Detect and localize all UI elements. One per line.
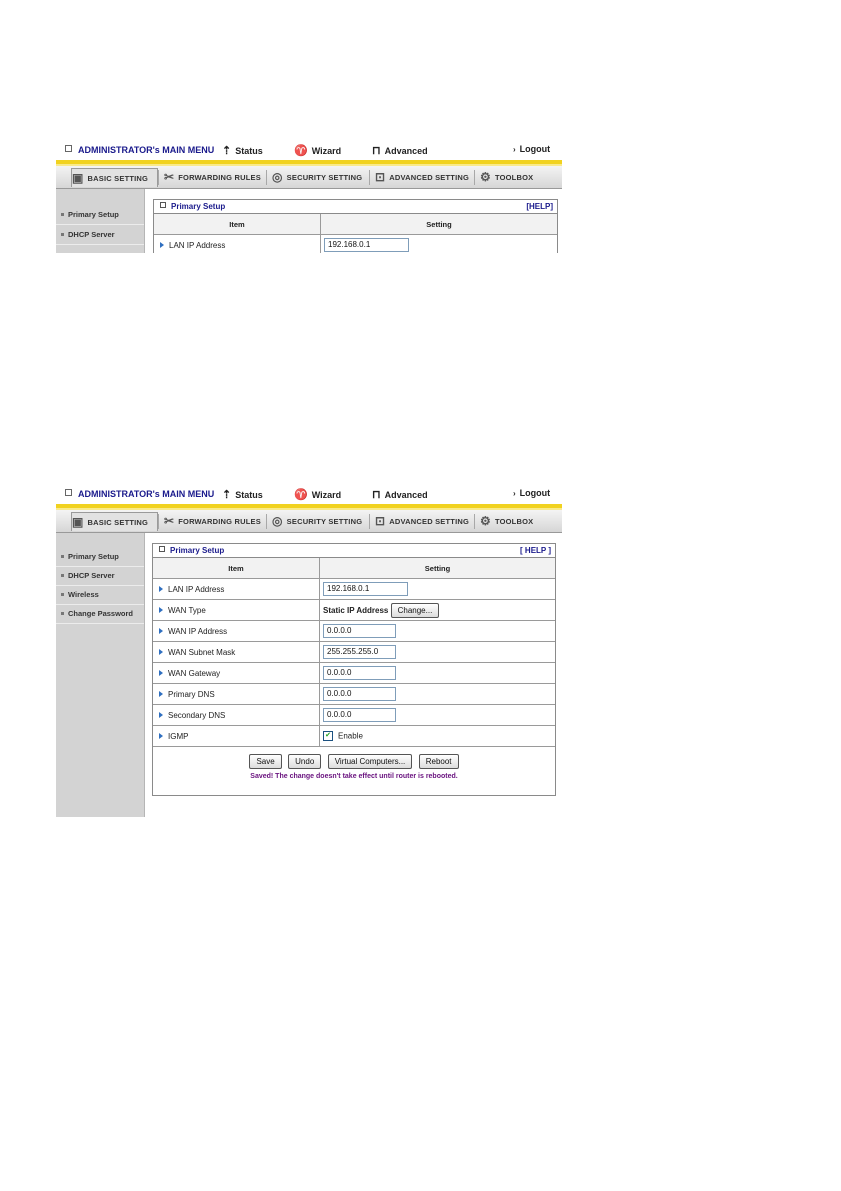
status-icon: ⇡ (222, 489, 232, 501)
tab-divider (158, 170, 159, 185)
advanced-setting-icon: ⊡ (375, 170, 386, 184)
logout-link[interactable]: › Logout (513, 488, 551, 498)
menu-square-icon (65, 489, 72, 496)
wizard-icon: ♈ (294, 489, 308, 501)
top-menu-bar (56, 141, 562, 160)
panel-square-icon (159, 546, 165, 552)
table-row (153, 642, 555, 663)
triangle-arrow-icon (159, 649, 163, 655)
row-setting (320, 726, 556, 747)
sidebar-item-dhcp-server[interactable]: DHCP Server (56, 225, 144, 245)
tab-divider (369, 170, 370, 185)
tab-basic-setting[interactable]: ▣ BASIC SETTING (71, 512, 158, 531)
reboot-button[interactable]: Reboot (419, 754, 459, 769)
row-label: LAN IP Address (153, 579, 320, 600)
panel-square-icon (160, 202, 166, 208)
row-label: WAN Gateway (153, 663, 320, 684)
triangle-arrow-icon (159, 670, 163, 676)
sidebar (56, 189, 145, 253)
menu-square-icon (65, 145, 72, 152)
table-row (153, 705, 555, 726)
row-label: LAN IP Address (154, 235, 321, 254)
table-row (153, 726, 555, 747)
toolbox-icon: ⚙ (480, 514, 491, 528)
row-setting (320, 663, 556, 684)
virtual-computers-button[interactable]: Virtual Computers... (328, 754, 413, 769)
logout-arrow-icon: › (513, 145, 516, 154)
advanced-icon: ⊓ (372, 145, 381, 157)
status-icon: ⇡ (222, 145, 232, 157)
table-row (153, 684, 555, 705)
igmp-enable-label: Enable (338, 731, 363, 741)
status-link[interactable]: ⇡ Status (222, 145, 263, 157)
bullet-icon (61, 574, 64, 577)
status-link[interactable]: ⇡ Status (222, 489, 263, 501)
table-row (153, 600, 555, 621)
row-setting (320, 684, 556, 705)
help-link[interactable]: [ HELP ] (520, 546, 551, 555)
primary-setup-panel (152, 543, 556, 796)
triangle-arrow-icon (159, 712, 163, 718)
bullet-icon (61, 213, 64, 216)
forwarding-rules-icon: ✂ (164, 170, 175, 184)
action-area (153, 747, 555, 795)
advanced-icon: ⊓ (372, 489, 381, 501)
tab-security-setting[interactable]: ◎ SECURITY SETTING (272, 514, 363, 528)
table-row (153, 621, 555, 642)
save-button[interactable]: Save (249, 754, 281, 769)
column-header-setting: Setting (320, 558, 556, 579)
column-header-item: Item (154, 214, 321, 235)
sidebar-item-primary-setup[interactable]: Primary Setup (56, 205, 144, 225)
tab-forwarding-rules[interactable]: ✂ FORWARDING RULES (164, 170, 261, 184)
column-header-setting: Setting (321, 214, 558, 235)
lan-ip-input[interactable]: 192.168.0.1 (324, 238, 409, 252)
panel-title-bar (153, 544, 555, 558)
wizard-icon: ♈ (294, 145, 308, 157)
undo-button[interactable]: Undo (288, 754, 321, 769)
sidebar-item-change-password[interactable]: Change Password (56, 604, 144, 624)
bullet-icon (61, 233, 64, 236)
row-label: IGMP (153, 726, 320, 747)
sidebar (56, 533, 145, 817)
basic-setting-icon: ▣ (72, 171, 84, 185)
row-label: WAN Subnet Mask (153, 642, 320, 663)
row-setting (320, 579, 556, 600)
screenshot-full (56, 485, 562, 817)
column-header-item: Item (153, 558, 320, 579)
wan-subnet-mask-input[interactable]: 255.255.255.0 (323, 645, 396, 659)
tab-toolbox[interactable]: ⚙ TOOLBOX (480, 170, 534, 184)
sidebar-item-primary-setup[interactable]: Primary Setup (56, 547, 144, 567)
settings-table (154, 214, 557, 253)
settings-table (153, 558, 555, 747)
wizard-link[interactable]: ♈ Wizard (294, 145, 342, 157)
secondary-dns-input[interactable]: 0.0.0.0 (323, 708, 396, 722)
row-setting (320, 600, 556, 621)
top-menu-bar (56, 485, 562, 504)
row-label: Secondary DNS (153, 705, 320, 726)
sidebar-item-dhcp-server[interactable]: DHCP Server (56, 566, 144, 586)
bullet-icon (61, 612, 64, 615)
row-label: WAN Type (153, 600, 320, 621)
admin-main-menu[interactable]: ADMINISTRATOR's MAIN MENU (65, 489, 214, 499)
triangle-arrow-icon (159, 586, 163, 592)
panel-title: Primary Setup (170, 546, 225, 555)
row-label: WAN IP Address (153, 621, 320, 642)
advanced-link[interactable]: ⊓ Advanced (372, 145, 428, 157)
row-label: Primary DNS (153, 684, 320, 705)
table-header (154, 214, 557, 235)
toolbox-icon: ⚙ (480, 170, 491, 184)
row-setting (320, 621, 556, 642)
wan-ip-input[interactable]: 0.0.0.0 (323, 624, 396, 638)
triangle-arrow-icon (159, 607, 163, 613)
security-setting-icon: ◎ (272, 514, 283, 528)
table-row (154, 235, 557, 254)
tab-divider (266, 514, 267, 529)
logout-link[interactable]: › Logout (513, 144, 551, 154)
lan-ip-input[interactable]: 192.168.0.1 (323, 582, 408, 596)
bullet-icon (61, 555, 64, 558)
tab-bar (56, 166, 562, 189)
table-row (153, 663, 555, 684)
sidebar-item-wireless[interactable]: Wireless (56, 585, 144, 605)
screenshot-cropped (56, 141, 562, 253)
primary-dns-input[interactable]: 0.0.0.0 (323, 687, 396, 701)
tab-divider (369, 514, 370, 529)
admin-main-menu[interactable]: ADMINISTRATOR's MAIN MENU (65, 145, 214, 155)
tab-advanced-setting[interactable]: ⊡ ADVANCED SETTING (375, 514, 469, 528)
advanced-setting-icon: ⊡ (375, 514, 386, 528)
tab-advanced-setting[interactable]: ⊡ ADVANCED SETTING (375, 170, 469, 184)
advanced-link[interactable]: ⊓ Advanced (372, 489, 428, 501)
tab-bar (56, 510, 562, 533)
tab-basic-setting[interactable]: ▣ BASIC SETTING (71, 168, 158, 187)
tab-divider (158, 514, 159, 529)
tab-security-setting[interactable]: ◎ SECURITY SETTING (272, 170, 363, 184)
triangle-arrow-icon (159, 733, 163, 739)
panel-title-bar (154, 200, 557, 214)
forwarding-rules-icon: ✂ (164, 514, 175, 528)
tab-forwarding-rules[interactable]: ✂ FORWARDING RULES (164, 514, 261, 528)
tab-divider (474, 170, 475, 185)
primary-setup-panel (153, 199, 558, 253)
tab-toolbox[interactable]: ⚙ TOOLBOX (480, 514, 534, 528)
triangle-arrow-icon (159, 628, 163, 634)
wan-type-value: Static IP Address (323, 605, 389, 615)
row-setting (320, 705, 556, 726)
triangle-arrow-icon (159, 691, 163, 697)
saved-message: Saved! The change doesn't take effect until router is rebooted. (250, 773, 458, 780)
bullet-icon (61, 593, 64, 596)
logout-arrow-icon: › (513, 489, 516, 498)
igmp-enable-checkbox[interactable]: ✔ (323, 731, 333, 741)
tab-divider (266, 170, 267, 185)
security-setting-icon: ◎ (272, 170, 283, 184)
basic-setting-icon: ▣ (72, 515, 84, 529)
table-header (153, 558, 555, 579)
wan-gateway-input[interactable]: 0.0.0.0 (323, 666, 396, 680)
row-setting (320, 642, 556, 663)
panel-title: Primary Setup (171, 202, 226, 211)
triangle-arrow-icon (160, 242, 164, 248)
row-setting (321, 235, 558, 254)
table-row (153, 579, 555, 600)
tab-divider (474, 514, 475, 529)
change-wan-type-button[interactable]: Change... (391, 603, 440, 618)
action-buttons (153, 753, 555, 771)
wizard-link[interactable]: ♈ Wizard (294, 489, 342, 501)
help-link[interactable]: [HELP] (526, 202, 553, 211)
